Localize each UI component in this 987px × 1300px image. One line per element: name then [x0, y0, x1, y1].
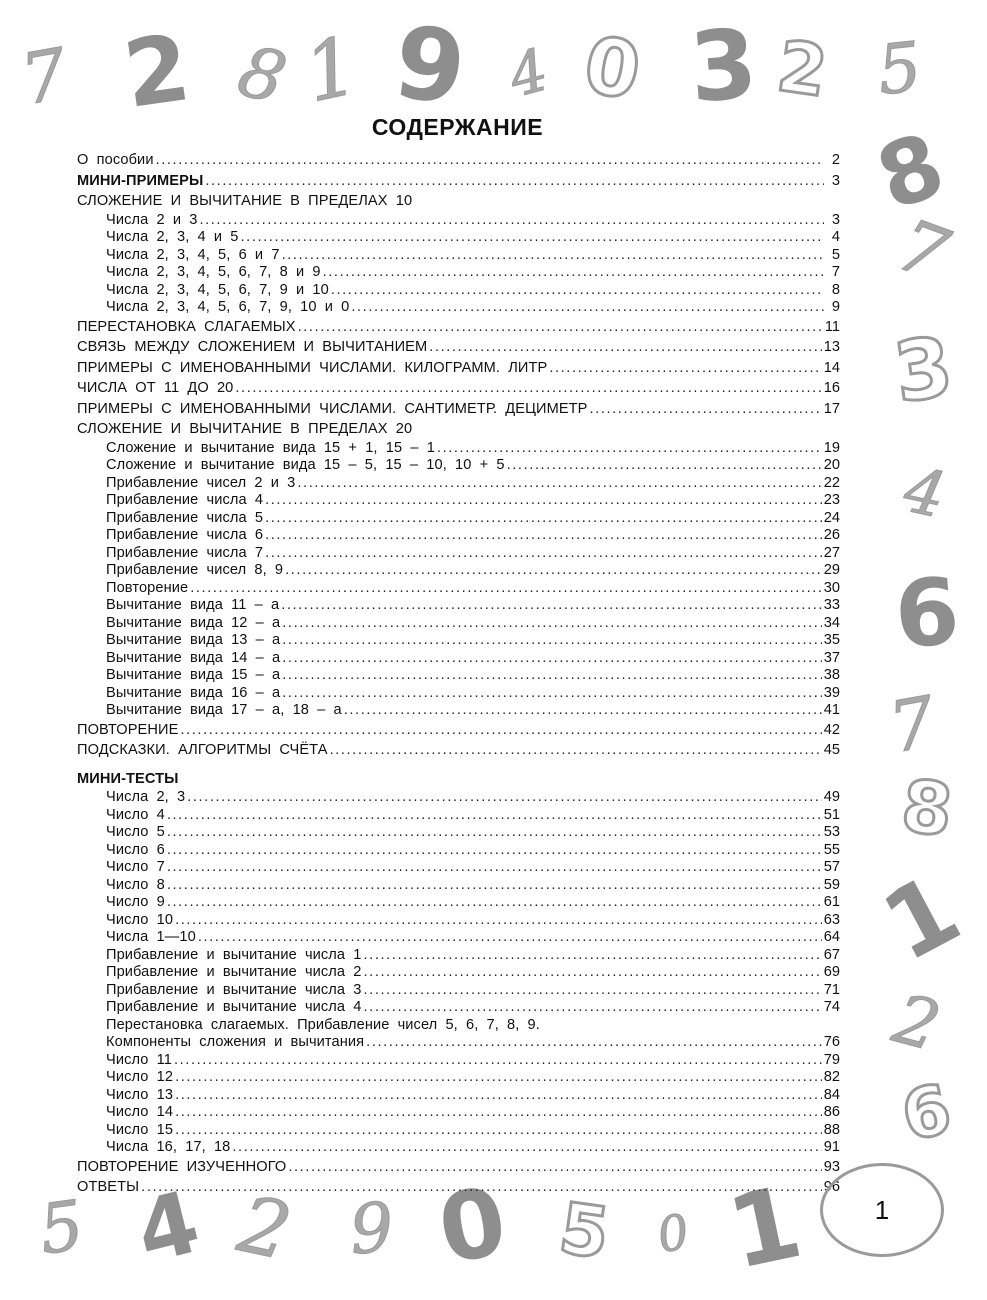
dot-leader	[175, 1104, 822, 1122]
dot-leader	[437, 440, 822, 458]
toc-entry-title: ПРИМЕРЫ С ИМЕНОВАННЫМИ ЧИСЛАМИ. КИЛОГРАММ. ЛИТР	[77, 359, 548, 376]
decorative-digit: 5	[554, 1187, 615, 1275]
toc-entry-page: 8	[831, 281, 840, 298]
toc-entry-title: ПОВТОРЕНИЕ ИЗУЧЕННОГО	[77, 1158, 287, 1175]
dot-leader	[366, 1034, 822, 1052]
toc-entry	[77, 1017, 840, 1035]
toc-entry	[77, 264, 840, 282]
toc-entry-title: Прибавление и вычитание числа 4	[106, 999, 362, 1015]
decorative-digit: 0	[577, 19, 647, 119]
toc-entry-page: 88	[823, 1121, 840, 1138]
toc-entry-page: 69	[823, 964, 840, 980]
toc-entry-title: Повторение	[106, 579, 189, 596]
toc-entry-title: Числа 2, 3, 4, 5, 6, 7, 9, 10 и 0	[106, 299, 350, 315]
dot-leader	[198, 929, 822, 947]
dot-leader	[141, 1177, 822, 1198]
toc-entry-page: 3	[831, 172, 840, 189]
toc-entry-title: Число 9	[106, 894, 165, 910]
toc-entry-title: Перестановка слагаемых. Прибавление чисел 5, 6, 7, 8, 9.	[106, 1016, 540, 1033]
page-number-badge	[820, 1163, 944, 1257]
toc-entry-page: 24	[823, 509, 840, 526]
toc-entry-page: 96	[823, 1179, 840, 1195]
decorative-digit: 4	[501, 35, 556, 111]
toc-entry	[77, 247, 840, 265]
toc-entry-page: 22	[823, 474, 840, 491]
dot-leader	[167, 842, 822, 860]
toc-entry-page: 64	[823, 929, 840, 945]
toc-entry	[77, 562, 840, 580]
dot-leader	[288, 1157, 821, 1178]
toc-entry	[77, 171, 840, 192]
toc-entry-title: Число 13	[106, 1086, 174, 1103]
dot-leader	[199, 212, 824, 230]
toc-entry-title: Вычитание вида 11 – а	[106, 597, 280, 613]
dot-leader	[330, 740, 822, 761]
toc-entry-page: 11	[824, 318, 840, 335]
dot-leader	[241, 229, 824, 247]
toc-entry-page: 57	[823, 859, 840, 875]
dot-leader	[180, 720, 821, 741]
dot-leader	[175, 1087, 822, 1105]
toc-entry-page: 26	[823, 527, 840, 543]
dot-leader	[507, 457, 822, 475]
toc-entry-title: МИНИ-ПРИМЕРЫ	[77, 172, 204, 189]
dot-leader	[167, 824, 822, 842]
toc-entry-page: 33	[823, 597, 840, 613]
dot-leader	[190, 580, 822, 598]
dot-leader	[590, 399, 822, 420]
toc-entry	[77, 667, 840, 685]
decorative-digit: 1	[718, 1163, 811, 1292]
dot-leader	[281, 597, 822, 615]
dot-leader	[285, 562, 822, 580]
decorative-digit: 7	[887, 202, 959, 298]
toc-entry	[77, 1087, 840, 1105]
dot-leader	[205, 171, 824, 192]
toc-entry-title: Вычитание вида 16 – а	[106, 684, 281, 701]
toc-entry	[77, 150, 840, 171]
decorative-digit: 2	[117, 14, 197, 129]
toc-entry	[77, 982, 840, 1000]
decorative-digit: 0	[653, 1203, 694, 1265]
toc-entry-title: ОТВЕТЫ	[77, 1179, 140, 1195]
decorative-digit: 8	[864, 112, 957, 231]
toc-entry-page: 55	[823, 841, 840, 858]
toc-entry-page: 84	[823, 1086, 840, 1103]
dot-leader	[175, 1069, 822, 1087]
toc-entry-title: СЛОЖЕНИЕ И ВЫЧИТАНИЕ В ПРЕДЕЛАХ 20	[77, 421, 413, 437]
dot-leader	[232, 1139, 821, 1157]
toc-entry	[77, 475, 840, 493]
toc-entry-title: Вычитание вида 12 – а	[106, 614, 281, 631]
toc-entry-title: Число 5	[106, 824, 165, 840]
toc-entry	[77, 720, 840, 741]
toc-entry-title: Число 11	[106, 1051, 172, 1068]
dot-leader	[235, 378, 821, 399]
toc-entry	[77, 1139, 840, 1157]
toc-entry	[77, 282, 840, 300]
toc-entry-page: 82	[823, 1069, 840, 1085]
toc-entry-title: ПОДСКАЗКИ. АЛГОРИТМЫ СЧЁТА	[77, 742, 328, 758]
toc-entry-title: Сложение и вычитание вида 15 – 5, 15 – 10, 10 + 5	[106, 457, 505, 473]
toc-entry-page: 14	[823, 359, 840, 376]
decorative-digit: 6	[891, 557, 963, 670]
toc-entry-title: Прибавление чисел 2 и 3	[106, 474, 296, 491]
dot-leader	[282, 685, 822, 703]
toc-entry-page: 34	[823, 614, 840, 631]
toc-entry	[77, 337, 840, 358]
toc-entry	[77, 1052, 840, 1070]
toc-entry	[77, 399, 840, 420]
toc-entry-title: СВЯЗЬ МЕЖДУ СЛОЖЕНИЕМ И ВЫЧИТАНИЕМ	[77, 339, 428, 355]
dot-leader	[174, 1052, 822, 1070]
decorative-digit: 6	[895, 1069, 958, 1158]
toc-entry	[77, 527, 840, 545]
toc-entry	[77, 769, 840, 790]
decorative-digit: 9	[347, 1188, 396, 1271]
dot-leader	[364, 982, 822, 1000]
toc-entry-page: 38	[823, 667, 840, 683]
decorative-digit: 4	[126, 1172, 210, 1284]
dot-leader	[175, 1122, 822, 1140]
toc-entry	[77, 358, 840, 379]
dot-leader	[282, 615, 822, 633]
decorative-digit: 2	[231, 1179, 299, 1279]
dot-leader	[282, 632, 822, 650]
toc-entry	[77, 1122, 840, 1140]
toc-entry-title: Вычитание вида 17 – а, 18 – а	[106, 702, 342, 718]
decorative-digit: 3	[888, 319, 959, 422]
toc-entry-title: ПЕРЕСТАНОВКА СЛАГАЕМЫХ	[77, 318, 296, 335]
toc-entry	[77, 877, 840, 895]
toc-entry	[77, 999, 840, 1017]
dot-leader	[297, 475, 821, 493]
toc-entry	[77, 824, 840, 842]
toc-entry-page: 45	[823, 742, 840, 758]
toc-entry-title: Число 12	[106, 1069, 174, 1085]
toc-entry-page: 49	[823, 789, 840, 805]
toc-entry-page: 53	[823, 824, 840, 840]
toc-entry-title: Число 4	[106, 806, 165, 823]
dot-leader	[344, 702, 822, 720]
decorative-digit: 2	[772, 25, 833, 113]
dot-leader	[323, 264, 824, 282]
toc-entry	[77, 789, 840, 807]
toc-entry-title: Число 8	[106, 876, 165, 893]
dot-leader	[282, 667, 822, 685]
decorative-digit: 8	[230, 29, 295, 121]
table-of-contents	[77, 150, 840, 1198]
decorative-digit: 2	[885, 979, 948, 1068]
toc-entry-title: Числа 2, 3, 4 и 5	[106, 229, 239, 245]
toc-entry	[77, 859, 840, 877]
toc-entry	[77, 317, 840, 338]
toc-entry-title: Число 14	[106, 1104, 174, 1120]
toc-entry-title: Число 6	[106, 841, 165, 858]
toc-entry-page: 27	[823, 544, 840, 561]
toc-entry	[77, 964, 840, 982]
toc-entry-page: 9	[831, 299, 840, 315]
toc-entry-title: Число 10	[106, 911, 174, 928]
dot-leader	[282, 650, 822, 668]
decorative-digit: 5	[34, 1186, 89, 1271]
dot-leader	[187, 789, 822, 807]
toc-entry-page: 71	[823, 981, 840, 998]
toc-entry	[77, 492, 840, 510]
toc-entry-title: Число 15	[106, 1121, 174, 1138]
toc-entry	[77, 1034, 840, 1052]
dot-leader	[265, 510, 822, 528]
toc-entry-title: Сложение и вычитание вида 15 + 1, 15 – 1	[106, 439, 435, 456]
toc-entry	[77, 580, 840, 598]
decorative-digit: 5	[873, 27, 926, 112]
toc-entry-page: 86	[823, 1104, 840, 1120]
toc-entry-title: Числа 2, 3, 4, 5, 6 и 7	[106, 246, 280, 263]
toc-entry	[77, 1069, 840, 1087]
dot-leader	[167, 807, 822, 825]
dot-leader	[351, 299, 824, 317]
decorative-digit: 1	[296, 18, 366, 121]
toc-entry-page: 79	[823, 1051, 840, 1068]
dot-leader	[265, 527, 822, 545]
toc-entry	[77, 457, 840, 475]
toc-entry-page: 2	[831, 152, 840, 168]
toc-entry	[77, 1157, 840, 1178]
dot-leader	[364, 999, 822, 1017]
toc-entry	[77, 740, 840, 761]
toc-entry	[77, 1104, 840, 1122]
toc-entry-page: 7	[831, 264, 840, 280]
toc-entry	[77, 632, 840, 650]
toc-entry-title: Прибавление числа 6	[106, 527, 264, 543]
toc-entry	[77, 419, 840, 440]
dot-leader	[364, 947, 822, 965]
toc-entry	[77, 615, 840, 633]
toc-entry-title: Вычитание вида 14 – а	[106, 649, 281, 666]
toc-entry	[77, 894, 840, 912]
dot-leader	[429, 337, 822, 358]
dot-leader	[167, 877, 822, 895]
toc-entry	[77, 685, 840, 703]
dot-leader	[167, 859, 822, 877]
toc-entry-title: Компоненты сложения и вычитания	[106, 1034, 365, 1050]
toc-entry-page: 16	[823, 380, 840, 396]
decorative-digit: 7	[883, 680, 942, 770]
toc-entry-title: Прибавление и вычитание числа 2	[106, 964, 362, 980]
toc-entry-page: 30	[823, 579, 840, 596]
toc-entry	[77, 650, 840, 668]
toc-entry-title: Вычитание вида 13 – а	[106, 632, 281, 648]
toc-entry-page: 20	[823, 457, 840, 473]
toc-entry-page: 63	[823, 911, 840, 928]
dot-leader	[364, 964, 822, 982]
toc-entry-page: 39	[823, 684, 840, 701]
dot-leader	[175, 912, 822, 930]
page-title: СОДЕРЖАНИЕ	[371, 114, 544, 140]
toc-entry-page: 5	[831, 246, 840, 263]
toc-entry	[77, 299, 840, 317]
dot-leader	[265, 545, 822, 563]
toc-entry-page: 35	[823, 632, 840, 648]
toc-entry-title: МИНИ-ТЕСТЫ	[77, 770, 179, 787]
dot-leader	[282, 247, 824, 265]
toc-entry-title: Прибавление и вычитание числа 3	[106, 981, 362, 998]
dot-leader	[156, 150, 824, 171]
toc-entry-title: Числа 2, 3	[106, 789, 186, 805]
toc-entry-title: ЧИСЛА ОТ 11 ДО 20	[77, 380, 234, 396]
toc-entry	[77, 545, 840, 563]
toc-entry	[77, 807, 840, 825]
toc-entry	[77, 912, 840, 930]
toc-entry-title: Числа 1—10	[106, 929, 196, 945]
toc-entry-title: Числа 2, 3, 4, 5, 6, 7, 8 и 9	[106, 264, 321, 280]
toc-entry-page: 37	[823, 649, 840, 666]
toc-entry-page: 3	[831, 211, 840, 228]
dot-leader	[331, 282, 824, 300]
decorative-digit: 1	[865, 852, 978, 984]
toc-entry-title: Прибавление числа 5	[106, 509, 264, 526]
toc-entry-page: 41	[823, 702, 840, 718]
toc-entry-page: 13	[823, 339, 840, 355]
toc-entry	[77, 229, 840, 247]
toc-entry-title: Число 7	[106, 859, 165, 875]
toc-entry-page: 29	[823, 562, 840, 578]
toc-entry-page: 4	[831, 229, 840, 245]
toc-entry-title: О пособии	[77, 152, 154, 168]
toc-entry	[77, 929, 840, 947]
toc-entry	[77, 947, 840, 965]
toc-entry-page: 42	[823, 721, 840, 738]
toc-entry-title: Числа 16, 17, 18	[106, 1139, 231, 1155]
toc-entry-title: ПОВТОРЕНИЕ	[77, 721, 179, 738]
toc-entry	[77, 702, 840, 720]
toc-entry-title: Прибавление чисел 8, 9	[106, 562, 284, 578]
toc-entry	[77, 1177, 840, 1198]
toc-entry-title: Числа 2, 3, 4, 5, 6, 7, 9 и 10	[106, 281, 329, 298]
toc-entry-page: 74	[823, 999, 840, 1015]
toc-entry-page: 61	[823, 894, 840, 910]
toc-entry-title: Прибавление и вычитание числа 1	[106, 946, 362, 963]
toc-entry	[77, 597, 840, 615]
toc-entry-title: Прибавление числа 7	[106, 544, 264, 561]
toc-entry-page: 19	[823, 439, 840, 456]
toc-entry	[77, 440, 840, 458]
decorative-digit: 0	[430, 1167, 515, 1286]
toc-entry	[77, 191, 840, 212]
decorative-digit: 7	[15, 32, 74, 122]
page-number: 1	[874, 1194, 890, 1225]
decorative-digit: 8	[897, 763, 957, 853]
toc-entry-page: 91	[823, 1139, 840, 1155]
dot-leader	[298, 317, 823, 338]
toc-entry-page: 59	[823, 876, 840, 893]
toc-entry-title: ПРИМЕРЫ С ИМЕНОВАННЫМИ ЧИСЛАМИ. САНТИМЕТР. ДЕЦИМЕТР	[77, 400, 588, 417]
toc-entry	[77, 378, 840, 399]
dot-leader	[549, 358, 821, 379]
toc-entry-page: 23	[823, 492, 840, 508]
decorative-digit: 4	[897, 452, 952, 533]
toc-entry	[77, 842, 840, 860]
toc-entry-title: Прибавление числа 4	[106, 492, 264, 508]
decorative-digit: 3	[686, 7, 761, 125]
toc-entry-page: 51	[823, 806, 840, 823]
toc-entry-page: 76	[823, 1034, 840, 1050]
toc-entry-title: Числа 2 и 3	[106, 211, 198, 228]
toc-entry-title: СЛОЖЕНИЕ И ВЫЧИТАНИЕ В ПРЕДЕЛАХ 10	[77, 193, 413, 209]
toc-entry-page: 17	[823, 400, 840, 417]
toc-entry	[77, 212, 840, 230]
dot-leader	[265, 492, 822, 510]
decorative-digit: 9	[387, 2, 473, 129]
toc-entry-page: 93	[823, 1158, 840, 1175]
toc-entry	[77, 510, 840, 528]
toc-entry-title: Вычитание вида 15 – а	[106, 667, 281, 683]
dot-leader	[167, 894, 822, 912]
toc-entry-page: 67	[823, 946, 840, 963]
